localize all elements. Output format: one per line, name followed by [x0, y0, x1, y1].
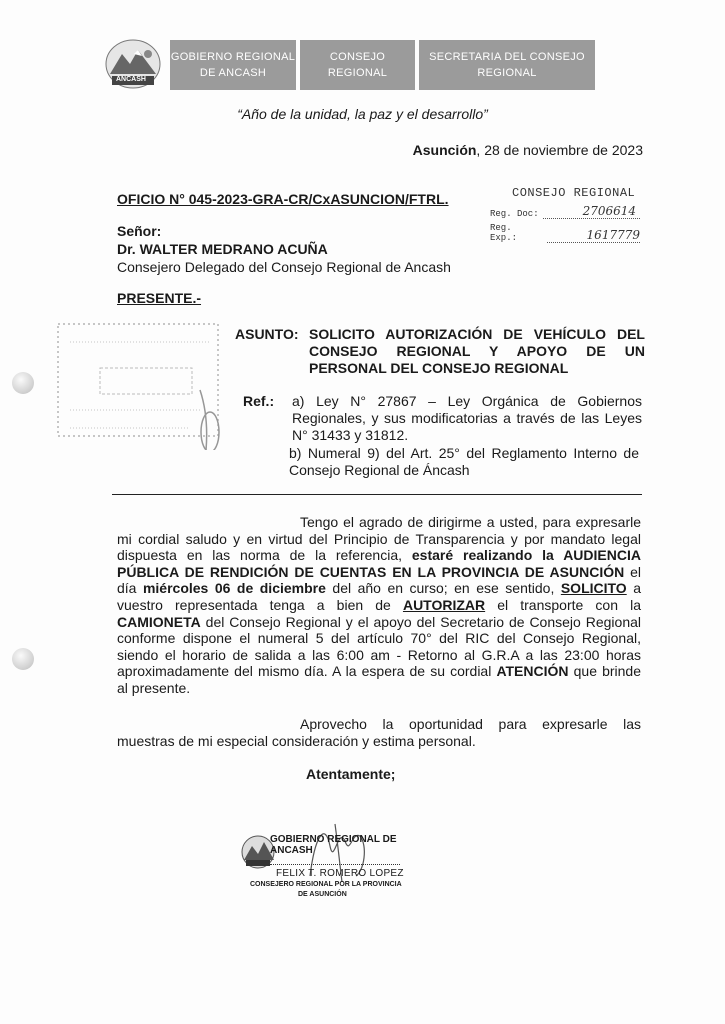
- body-text-f: SOLICITO: [560, 580, 627, 597]
- logo-text: ANCASH: [116, 76, 146, 83]
- reference-item-a: a) Ley N° 27867 – Ley Orgánica de Gobiernos Regionales, y sus modificatorias a través de las Leyes N° 31433 y 31812.: [292, 393, 642, 443]
- document-reference-number: OFICIO N° 045-2023-GRA-CR/CxASUNCION/FTRL.: [117, 191, 449, 207]
- body-text-c: el día: [117, 563, 642, 597]
- separator-line: [112, 494, 642, 495]
- body-text-k: del Consejo Regional y el apoyo del Secretario de Consejo Regional conforme dispone el numeral 5 del artículo 70° del RIC del Consejo Regional, siendo el horario de salida a las 6:00 am - Retorno al G.R.A a las 23:00 horas aproximadamente del mismo día. A la espera de su cordial: [117, 613, 641, 680]
- subject-text: SOLICITO AUTORIZACIÓN DE VEHÍCULO DEL CONSEJO REGIONAL Y APOYO DE UN PERSONAL DEL CONSEJO REGIONAL: [309, 326, 645, 376]
- reg-exp-label: Reg. Exp.:: [490, 223, 518, 243]
- body-paragraph-2: [117, 716, 641, 749]
- document-date: [413, 142, 643, 158]
- body-text-i: el transporte con la: [485, 596, 641, 613]
- header-secretary-box: SECRETARIA DEL CONSEJO REGIONAL: [419, 40, 595, 90]
- header-council-box: CONSEJO REGIONAL: [300, 40, 415, 90]
- reg-doc-value: 2706614: [543, 204, 640, 219]
- body-text-g: a vuestro representada tenga a bien de: [117, 580, 641, 613]
- signature-stamp: [240, 828, 410, 900]
- body-text-e: del año en curso; en ese sentido,: [325, 580, 561, 597]
- punch-hole: [12, 372, 34, 394]
- signatory-role-line2: DE ASUNCIÓN: [298, 891, 347, 898]
- reference-item-b: b) Numeral 9) del Art. 25° del Reglamento Interno de Consejo Regional de Áncash: [289, 445, 639, 478]
- body-paragraph-1: [117, 514, 641, 697]
- recipient-name: Dr. WALTER MEDRANO ACUÑA: [117, 241, 328, 257]
- body-text-b: estaré realizando la AUDIENCIA PÚBLICA DE RENDICIÓN DE CUENTAS EN LA PROVINCIA DE ASUNCIÓN: [117, 547, 641, 580]
- reception-stamp-title: CONSEJO REGIONAL: [512, 186, 636, 200]
- reg-exp-value: 1617779: [547, 228, 640, 243]
- punch-hole: [12, 648, 34, 670]
- signatory-role-line1: CONSEJERO REGIONAL POR LA PROVINCIA: [250, 881, 402, 888]
- body-text-d: miércoles 06 de diciembre: [142, 580, 326, 597]
- signature-line: [270, 864, 400, 865]
- year-motto: “Año de la unidad, la paz y el desarrollo”: [237, 106, 488, 122]
- recipient-salutation: Señor:: [117, 223, 162, 239]
- signature-institution: GOBIERNO REGIONAL DE ANCASH: [270, 834, 397, 856]
- regional-government-logo: [104, 38, 162, 90]
- presente-heading: PRESENTE.-: [117, 290, 202, 306]
- received-stamp-image: [40, 320, 220, 450]
- closing-text: Atentamente;: [306, 766, 396, 782]
- body-text-m: que brinde al presente.: [117, 663, 641, 696]
- body-text-p2: Aprovecho la oportunidad para expresarle las muestras de mi especial consideración y estima personal.: [117, 716, 641, 749]
- subject-block: [235, 326, 645, 376]
- signatory-name: FELIX T. ROMERO LOPEZ: [276, 868, 404, 879]
- recipient-position: Consejero Delegado del Consejo Regional de Ancash: [117, 259, 451, 275]
- reception-stamp: [490, 186, 640, 243]
- body-text-h: AUTORIZAR: [402, 596, 486, 613]
- body-text-j: CAMIONETA: [117, 613, 201, 630]
- references-label: Ref.:: [243, 393, 275, 409]
- subject-label: ASUNTO:: [235, 326, 299, 342]
- header-government-box: GOBIERNO REGIONAL DE ANCASH: [170, 40, 296, 90]
- recipient-block: [117, 222, 451, 276]
- date-place: Asunción: [412, 142, 477, 158]
- date-rest: , 28 de noviembre de 2023: [476, 142, 643, 158]
- body-text-l: ATENCIÓN: [496, 663, 569, 680]
- body-text-a: Tengo el agrado de dirigirme a usted, para expresarle mi cordial saludo y en virtud del Principio de Transparencia y por mandato legal dispuesta en las norma de la referencia,: [117, 514, 641, 564]
- reg-doc-label: Reg. Doc:: [490, 209, 539, 219]
